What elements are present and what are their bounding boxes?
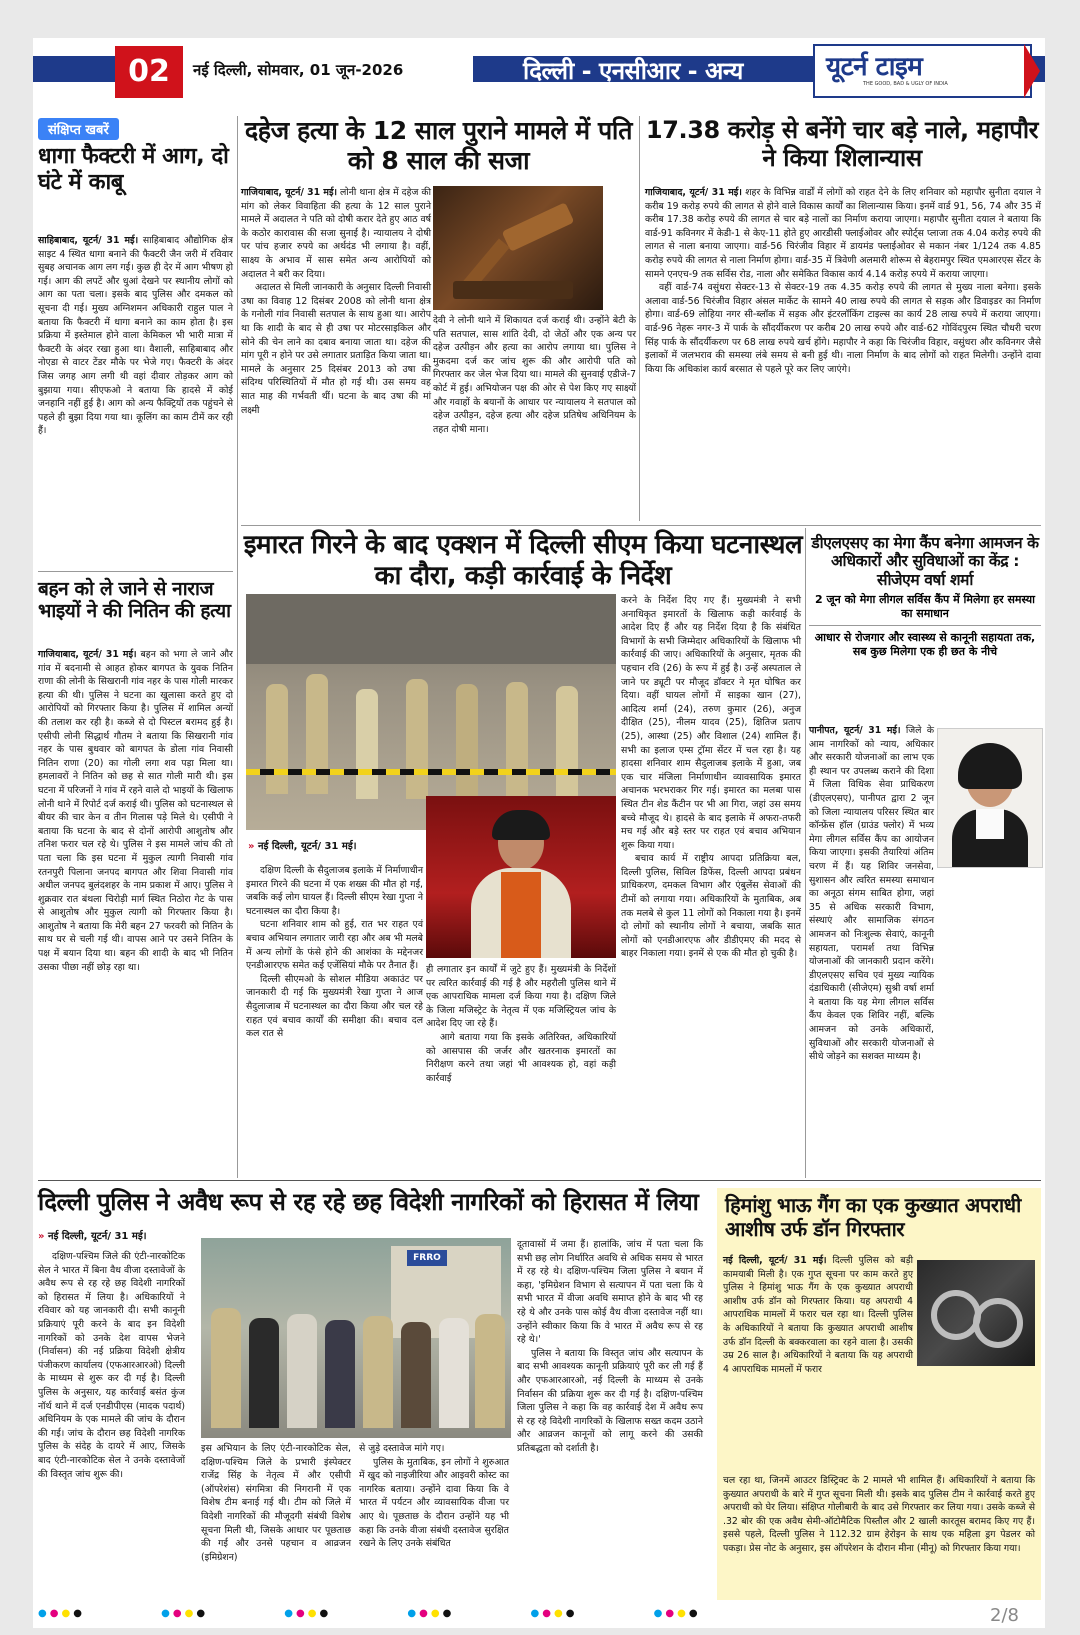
dlsa-subhead-1: 2 जून को मेगा लीगल सर्विस कैंप में मिलेगा हर समस्या का समाधान [815,592,1035,620]
collapse-body-col1: दक्षिण दिल्ली के सैदुलाजब इलाके में निर्माणाधीन इमारत गिरने की घटना में एक शख्स की मौत हो गई, जबकि कई लोग घायल हैं। दिल्ली सीएम रेखा गुप्ता ने घटनास्थल का दौरा किया है। [246,865,423,917]
drains-dateline: गाजियाबाद, यूटर्न/ 31 मई। [645,187,742,198]
dowry-body-col1: गाजियाबाद, यूटर्न/ 31 मई। लोनी थाना क्षेत्र में दहेज की मांग को लेकर विवाहिता की हत्या के 12 साल पुराने मामले में अदालत ने पति को दोषी करार देते हुए आठ वर्ष के कठोर कारावास की सजा सुनाई है। न्यायालय ने दोषी पर पांच हजार रुपये का अर्थदंड भी लगाया है। वहीं, साक्ष्य के अभाव में सास समेत अन्य आरोपियों को अदालत ने बरी कर दिया। [241,187,431,280]
collapse-headline: इमारत गिरने के बाद एक्शन में दिल्ली सीएम किया घटनास्थल का दौरा, कड़ी कार्रवाई के निर्देश [243,530,803,591]
gang-body: नई दिल्ली, यूटर्न/ 31 मई। दिल्ली पुलिस को बड़ी कामयाबी मिली है। एक गुप्त सूचना पर काम करते हुए पुलिस ने हिमांशु भाऊ गैंग के एक कुख्यात अपराधी आशीष उर्फ डॉन को गिरफ्तार किया। यह अपराधी 4 आपराधिक मामलों में फरार चल रहा था। दिल्ली पुलिस के अधिकारियों ने बताया कि कुख्यात अपराधी आशीष उर्फ डॉन दिल्ली के बक्करवाला का रहने वाला है। उसकी उम्र 26 साल है। अधिकारियों ने बताया कि यह अपराधी 4 आपराधिक मामलों में फरार [723,1255,913,1375]
cjm-varsha-sharma-photo [937,728,1043,868]
brief1-dateline: साहिबाबाद, यूटर्न/ 31 मई। [38,235,139,246]
brief1-body: साहिबाबाद, यूटर्न/ 31 मई। साहिबाबाद औद्योगिक क्षेत्र साइट 4 स्थित धागा बनाने की फैक्टरी जैन जरी में रविवार सुबह अचानक आग लग गई। कुछ ही देर में आग भीषण हो गई। आग की लपटें और धुआं देखने पर स्थानीय लोगों को आग का पता चला। इसके बाद पुलिस और दमकल को सूचना दी गई। मुख्य अग्निशमन अधिकारी राहुल पाल ने बताया कि फैक्टरी में धागा बनाने का काम होता है। इस प्रक्रिया में इस्तेमाल होने वाला केमिकल भी भारी मात्रा में फैक्टरी के अंदर रखा हुआ था। वैशाली, साहिबाबाद और नोएडा से वाटर टेंडर मौके पर भेजे गए। फैक्टरी के अंदर जिस जगह आग लगी थी वहां दीवार तोड़कर आग को बुझाया गया। सीएफओ ने बताया कि हादसे में कोई जनहानि नहीं हुई है। आग को अन्य फैक्ट्रियों तक पहुंचने से पहले ही बुझा दिया गया था। कूलिंग का काम टीमें कर रही हैं। [38,235,233,437]
dowry-headline: दहेज हत्या के 12 साल पुराने मामले में पति को 8 साल की सजा [244,116,633,175]
brief2-headline: बहन को ले जाने से नाराज भाइयों ने की नितिन की हत्या [38,578,231,623]
drains-body: गाजियाबाद, यूटर्न/ 31 मई। शहर के विभिन्न वार्डों में लोगों को राहत देने के लिए शनिवार को महापौर सुनीता दयाल ने करीब 19 करोड़ रुपये की लागत से होने वाले विकास कार्यों का शिलान्यास किया। इनमें वार्ड 91, 56, 74 और 35 में करीब 17.38 करोड़ रुपये की लागत से चार बड़े नालों का निर्माण कराया जाएगा। महापौर सुनीता दयाल ने बताया कि वार्ड-91 कविनगर में केडी-1 से केए-11 होते हुए आरडीसी फ्लाईओवर और स्पोर्ट्स प्लाजा तक 4.04 करोड़ रुपये की लागत से नाला बनाया जाएगा। वार्ड-56 चिरंजीव विहार में डायमंड फ्लाईओवर से मकान नंबर 1/124 तक 4.85 करोड़ रुपये की लागत से नाला निर्माण होगा। वार्ड-35 में त्रिवेणी अलमारी शोरूम से बेहरामपुर स्थित एमआरएस सेंटर के सामने एनएच-9 तक सर्विस रोड, नाला और समेकित विकास कार्य 4.14 करोड़ रुपये में कराया जाएगा। [645,187,1041,280]
dowry-body-col2: देवी ने लोनी थाने में शिकायत दर्ज कराई थी। उन्होंने बेटी के पति सतपाल, सास शांति देवी, दो जेठों और एक अन्य पर दहेज उत्पीड़न और हत्या का आरोप लगाया था। पुलिस ने मुकदमा दर्ज कर जांच शुरू की और आरोपी पति को गिरफ्तार कर जेल भेज दिया था। मामले की सुनवाई एडीजे-7 कोर्ट में हुई। अभियोजन पक्ष की ओर से पेश किए गए साक्ष्यों और गवाहों के बयानों के आधार पर न्यायालय ने सतपाल को दहेज उत्पीड़न, दहेज हत्या और दहेज प्रतिषेध अधिनियम के तहत दोषी माना। [433,315,636,435]
collapse-body-col2: ही लगातार इन कार्यों में जुटे हुए हैं। मुख्यमंत्री के निर्देशों पर त्वरित कार्रवाई की गई है और महरौली पुलिस थाने में एक आपराधिक मामला दर्ज किया गया है। दक्षिण जिले के जिला मजिस्ट्रेट के नेतृत्व में एक मजिस्ट्रियल जांच के आदेश दिए जा रहे हैं। [426,964,616,1030]
collapse-body-col2b: आगे बताया गया कि इसके अतिरिक्त, अधिकारियों को आसपास की जर्जर और खतरनाक इमारतों का निरीक्षण करने तथा जहां भी आवश्यक हो, वहां कड़ी कार्रवाई [426,1031,616,1084]
gang-body2: चल रहा था, जिनमें आउटर डिस्ट्रिक्ट के 2 मामले भी शामिल हैं। अधिकारियों ने बताया कि कुख्यात अपराधी के बारे में गुप्त सूचना मिली थी। इसके बाद पुलिस टीम ने कार्रवाई करते हुए अपराधी को घेर लिया। संक्षिप्त गोलीबारी के बाद उसे गिरफ्तार कर लिया गया। उसके कब्जे से .32 बोर की एक अवैध सेमी-ऑटोमैटिक पिस्तौल और 2 खाली कारतूस बरामद किए गए हैं। इससे पहले, दिल्ली पुलिस ने 112.32 ग्राम हेरोइन के साथ एक महिला ड्रग पेडलर को पकड़ा। प्रेस नोट के अनुसार, इस ऑपरेशन के दौरान मीना (मीनू) को गिरफ्तार किया गया। [723,1475,1035,1554]
logo-tagline: THE GOOD, BAD & UGLY OF INDIA [863,81,948,87]
cm-rekha-gupta-photo [426,796,616,958]
gang-dateline: नई दिल्ली, यूटर्न/ 31 मई। [723,1255,827,1266]
foreigners-body-col4b: पुलिस ने बताया कि विस्तृत जांच और सत्यापन के बाद सभी आवश्यक कानूनी प्रक्रियाएं पूरी कर ली गई हैं और एफआरआरओ, नई दिल्ली के माध्यम से उनके निर्वासन की प्रक्रिया शुरू कर दी गई है। दक्षिण-पश्चिम जिला पुलिस ने कहा कि वह कार्रवाई देश में अवैध रूप से रह रहे विदेशी नागरिकों के खिलाफ सख्त कदम उठाने और आव्रजन कानूनों को लागू करने की उसकी प्रतिबद्धता को दर्शाती है। [517,1347,703,1454]
collapse-body-col1b: घटना शनिवार शाम को हुई, रात भर राहत एवं बचाव अभियान लगातार जारी रहा और अब भी मलबे में अन्य लोगों के फंसे होने की आशंका के मद्देनजर एनडीआरएफ समेत कई एजेंसियां मौके पर तैनात हैं। [246,919,423,972]
dlsa-headline: डीएलएसए का मेगा कैंप बनेगा आमजन के अधिकारों और सुविधाओं का केंद्र : सीजेएम वर्षा शर्मा [811,534,1039,589]
dowry-dateline: गाजियाबाद, यूटर्न/ 31 मई। [241,187,338,198]
gavel-photo [433,186,603,310]
brief1-headline: धागा फैक्टरी में आग, दो घंटे में काबू [38,144,229,195]
dlsa-subhead-2: आधार से रोजगार और स्वास्थ्य से कानूनी सहायता तक, सब कुछ मिलेगा एक ही छत के नीचे [814,631,1036,659]
foreigners-dateline: » नई दिल्ली, यूटर्न/ 31 मई। [38,1231,147,1242]
collapse-body-col3: करने के निर्देश दिए गए हैं। मुख्यमंत्री ने सभी अनाधिकृत इमारतों के खिलाफ कड़ी कार्रवाई के आदेश दिए हैं और यह निर्देश दिया है कि संबंधित विभागों के सभी जिम्मेदार अधिकारियों के खिलाफ भी कार्रवाई की जाए। अधिकारियों के अनुसार, मृतक की पहचान रवि (26) के रूप में हुई है। उन्हें अस्पताल ले जाने पर ड्यूटी पर मौजूद डॉक्टर ने मृत घोषित कर दिया। वहीं घायल लोगों में साइका खान (27), आदित्य शर्मा (24), तरुण कुमार (26), अनुज दीक्षित (25), नीलम यादव (25), क्षितिज प्रताप (25), आस्था (25) और विशाल (24) शामिल हैं। सभी का इलाज एम्स ट्रॉमा सेंटर में चल रहा है। यह हादसा शनिवार शाम सैदुलाजब इलाके में हुआ, जब एक चार मंजिला निर्माणाधीन व्यावसायिक इमारत अचानक भरभराकर गिर गई। इमारत का मलबा पास स्थित टीन शेड कैंटीन पर भी आ गिरा, जहां उस समय बच्चे मौजूद थे। हादसे के बाद इलाके में अफरा-तफरी मच गई और बड़े स्तर पर राहत एवं बचाव अभियान शुरू किया गया। [621,595,801,851]
dowry-body-col1b: अदालत से मिली जानकारी के अनुसार दिल्ली निवासी उषा का विवाह 12 दिसंबर 2008 को लोनी थाना क्षेत्र के गनोली गांव निवासी सतपाल के साथ हुआ था। आरोप था कि शादी के बाद से ही उषा पर मोटरसाइकिल और सोने की चेन लाने का दबाव बनाया जाता था। दहेज की मांग पूरी न होने पर उसे लगातार प्रताड़ित किया जाता था। मामले के अनुसार 25 दिसंबर 2013 को उषा की संदिग्ध परिस्थितियों में मौत हो गई थी। उस समय वह सात माह की गर्भवती थीं। घटना के बाद उषा की मां लक्ष्मी [241,282,431,416]
newspaper-page [33,38,1045,1628]
brief2-body: गाजियाबाद, यूटर्न/ 31 मई। बहन को भगा ले जाने और गांव में बदनामी से आहत होकर बागपत के युवक नितिन राणा की लोनी के सिखरानी गांव नहर के पास गोली मारकर हत्या की थी। पुलिस ने घटना का खुलासा करते हुए दो आरोपियों को गिरफ्तार किया है। पुलिस में शामिल अन्यों की तलाश कर रही है। कब्जे से दो पिस्टल बरामद हुई है। एसीपी लोनी सिद्धार्थ गौतम ने बताया कि सिखरानी गांव नहर के पास बुधवार को बागपत के डोला गांव निवासी नितिन राणा (20) का गोली लगा शव पड़ा मिला था। हमलावरों ने नितिन को छह से सात गोली मारी थी। इस घटना में परिजनों ने गांव में रहने वाले दो भाइयों के खिलाफ लोनी थाने में रिपोर्ट दर्ज कराई थी। पुलिस को घटनास्थल से बीयर की चार केन व तीन गिलास पड़े मिले थे। एसीपी ने बताया कि घटना के बाद से दोनों आरोपी आशुतोष और तनिश फरार चल रहे थे। पुलिस ने इस मामले जांच की तो पता चला कि इस घटना में मुकुल त्यागी निवासी गांव रतनपुरी पिलाना जनपद बागपत और शिवा निवासी गांव अधील जनपद बुलंदशहर के नाम प्रकाश में आए। पुलिस ने शुक्रवार रात बंथला चिरोड़ी मार्ग स्थित निठोरा गेट के पास से आशुतोष और मुकुल त्यागी को गिरफ्तार किया है। आशुतोष ने बताया कि मेरी बहन 27 फरवरी को नितिन के साथ घर से चली गई थी। वापस आने पर उसने नितिन के पक्ष में बयान दिया था। बहन की शादी के बाद भी नितिन उसका पीछा नहीं छोड़ रहा था। [38,649,233,973]
collapse-body-col3b: बचाव कार्य में राष्ट्रीय आपदा प्रतिक्रिया बल, दिल्ली पुलिस, सिविल डिफेंस, दिल्ली आपदा प्रबंधन प्राधिकरण, दमकल विभाग और एंबुलेंस सेवाओं की टीमों को लगाया गया। अधिकारियों के मुताबिक, अब तक मलबे से कुल 11 लोगों को निकाला गया है। इनमें दो लोगों को स्थानीय लोगों ने बचाया, जबकि सात लोगों को एनडीआरएफ और डीडीएमए की मदद से बाहर निकाला गया। इनमें से एक की मौत हो चुकी है। [621,853,801,960]
foreigners-body-col4: दूतावासों में जमा हैं। हालांकि, जांच में पता चला कि सभी छह लोग निर्धारित अवधि से अधिक समय से भारत में रह रहे थे। दक्षिण-पश्चिम जिला पुलिस ने बयान में कहा, 'इमिग्रेशन विभाग से सत्यापन में पता चला कि ये सभी भारत में वीजा अवधि समाप्त होने के बाद भी रह रहे थे और उनके पास कोई वैध वीजा दस्तावेज नहीं था। उन्होंने स्वीकार किया कि वे भारत में अवैध रूप से रह रहे थे।' [517,1239,703,1346]
header-band [33,38,1045,100]
brief2-dateline: गाजियाबाद, यूटर्न/ 31 मई। [38,649,137,660]
registration-marks: ●●●● ●●●● ●●●● ●●●● ●●●● ●●●● [38,1608,701,1619]
foreigners-body-col3: से जुड़े दस्तावेज मांगे गए। [359,1443,445,1454]
page-number-box: 02 [115,46,183,98]
brief-label: संक्षिप्त खबरें [38,118,119,140]
foreigners-body-col3b: पुलिस के मुताबिक, इन लोगों ने शुरुआत में खुद को नाइजीरिया और आइवरी कोस्ट का नागरिक बताया। उन्होंने दावा किया कि वे भारत में पर्यटन और व्यावसायिक वीजा पर आए थे। पूछताछ के दौरान उन्होंने यह भी कहा कि उनके वीजा संबंधी दस्तावेज सुरक्षित रखने के लिए उनके संबंधित [359,1456,509,1550]
foreigners-body-col2: इस अभियान के लिए एंटी-नारकोटिक सेल, दक्षिण-पश्चिम जिले के प्रभारी इंस्पेक्टर राजेंद्र सिंह के नेतृत्व में और एसीपी (ऑपरेशंस) संगमित्रा की निगरानी में एक विशेष टीम बनाई गई थी। टीम को जिले में विदेशी नागरिकों की मौजूदगी संबंधी विशेष सूचना मिली थी, जिसके आधार पर पूछताछ की गई और उनसे पहचान व आव्रजन (इमिग्रेशन) [201,1443,351,1563]
collapse-body-col1c: दिल्ली सीएमओ के सोशल मीडिया अकाउंट पर जानकारी दी गई कि मुख्यमंत्री रेखा गुप्ता ने आज सैदुलाजाब में घटनास्थल का दौरा किया और चल रहे राहत एवं बचाव कार्यों की समीक्षा की। बचाव दल कल रात से [246,973,423,1040]
page-counter: 2/8 [990,1605,1019,1626]
foreigners-detained-photo [201,1238,511,1438]
handcuffs-photo [917,1260,1035,1366]
dateline-header: नई दिल्ली, सोमवार, 01 जून-2026 [193,61,404,79]
section-title: दिल्ली - एनसीआर - अन्य [523,57,743,85]
collapse-scene-photo [246,594,616,830]
masthead-logo: यूटर्न टाइम [826,52,923,82]
gang-headline: हिमांशु भाऊ गैंग का एक कुख्यात अपराधी आशीष उर्फ डॉन गिरफ्तार [725,1193,1021,1241]
foreigners-body-col1: दक्षिण-पश्चिम जिले की एंटी-नारकोटिक सेल ने भारत में बिना वैध वीजा दस्तावेजों के अवैध रूप से रह रहे छह विदेशी नागरिकों को हिरासत में लिया है। अधिकारियों ने रविवार को यह जानकारी दी। सभी कानूनी प्रक्रियाएं पूरी करने के बाद इन विदेशी नागरिकों को उनके देश वापस भेजने (निर्वासन) की नई प्रक्रिया विदेशी क्षेत्रीय पंजीकरण कार्यालय (एफआरआरओ) दिल्ली के माध्यम से शुरू कर दी गई है। दिल्ली पुलिस के अनुसार, यह कार्रवाई बसंत कुंज नॉर्थ थाने में दर्ज एनडीपीएस (मादक पदार्थ) अधिनियम के एक मामले की जांच के दौरान की गई। जांच के दौरान छह विदेशी नागरिक पुलिस के संदेह के दायरे में आए, जिसके बाद एंटी-नारकोटिक सेल ने उनके दस्तावेजों की विस्तृत जांच शुरू की। [38,1251,185,1480]
drains-headline: 17.38 करोड़ से बनेंगे चार बड़े नाले, महापौर ने किया शिलान्यास [645,116,1039,173]
dlsa-dateline: पानीपत, यूटर्न/ 31 मई। [809,725,901,736]
drains-body2: वहीं वार्ड-74 वसुंधरा सेक्टर-13 से सेक्टर-19 तक 4.35 करोड़ रुपये की लागत से मुख्य नाला बनेगा। इसके अलावा वार्ड-56 चिरंजीव विहार अंसल मार्केट के सामने 40 लाख रुपये की लागत से सड़क और डिवाइडर का निर्माण होगा। वार्ड-69 लोहिया नगर सी-ब्लॉक में सड़क और इंटरलॉकिंग टाइल्स का कार्य 28 लाख रुपये में कराया जाएगा। वार्ड-96 नेहरू नगर-3 में पार्क के सौंदर्यीकरण पर करीब 20 लाख रुपये और वार्ड-62 गोविंदपुरम स्थित चौधरी चरण सिंह पार्क के सौंदर्यीकरण पर 68 लाख रुपये खर्च होंगे। महापौर ने कहा कि चिरंजीव विहार, वसुंधरा और कविनगर जैसे इलाकों में जलभराव की समस्या लंबे समय से बनी हुई थी। नाला निर्माण के बाद लोगों को राहत मिलेगी। उन्होंने दावा किया कि अधिकांश कार्य बरसात से पहले पूरे कर लिए जाएंगे। [645,282,1041,375]
collapse-dateline: » नई दिल्ली, यूटर्न/ 31 मई। [248,841,357,852]
foreigners-headline: दिल्ली पुलिस ने अवैध रूप से रह रहे छह विदेशी नागरिकों को हिरासत में लिया [38,1188,699,1216]
frro-sign: FRRO [407,1250,447,1266]
dlsa-body: पानीपत, यूटर्न/ 31 मई। जिले के आम नागरिकों को न्याय, अधिकार और सरकारी योजनाओं का लाभ एक ही स्थान पर उपलब्ध कराने की दिशा में जिला विधिक सेवा प्राधिकरण (डीएलएसए), पानीपत द्वारा 2 जून को जिला न्यायालय परिसर स्थित बार कॉन्फ्रेंस हॉल (ग्राउंड फ्लोर) में भव्य मेगा लीगल सर्विस कैंप का आयोजन किया जाएगा। इसकी तैयारियां अंतिम चरण में हैं। यह शिविर जनसेवा, सुशासन और त्वरित समस्या समाधान का अनूठा संगम साबित होगा, जहां 35 से अधिक सरकारी विभाग, संस्थाएं और सामाजिक संगठन आमजन को निःशुल्क सेवाएं, कानूनी सहायता, परामर्श तथा विभिन्न योजनाओं की जानकारी प्रदान करेंगे। डीएलएसए सचिव एवं मुख्य न्यायिक दंडाधिकारी (सीजेएम) सुश्री वर्षा शर्मा ने बताया कि यह मेगा लीगल सर्विस कैंप केवल एक शिविर नहीं, बल्कि आमजन को उनके अधिकारों, सुविधाओं और सरकारी योजनाओं से सीधे जोड़ने का सशक्त माध्यम है। [809,725,934,1063]
